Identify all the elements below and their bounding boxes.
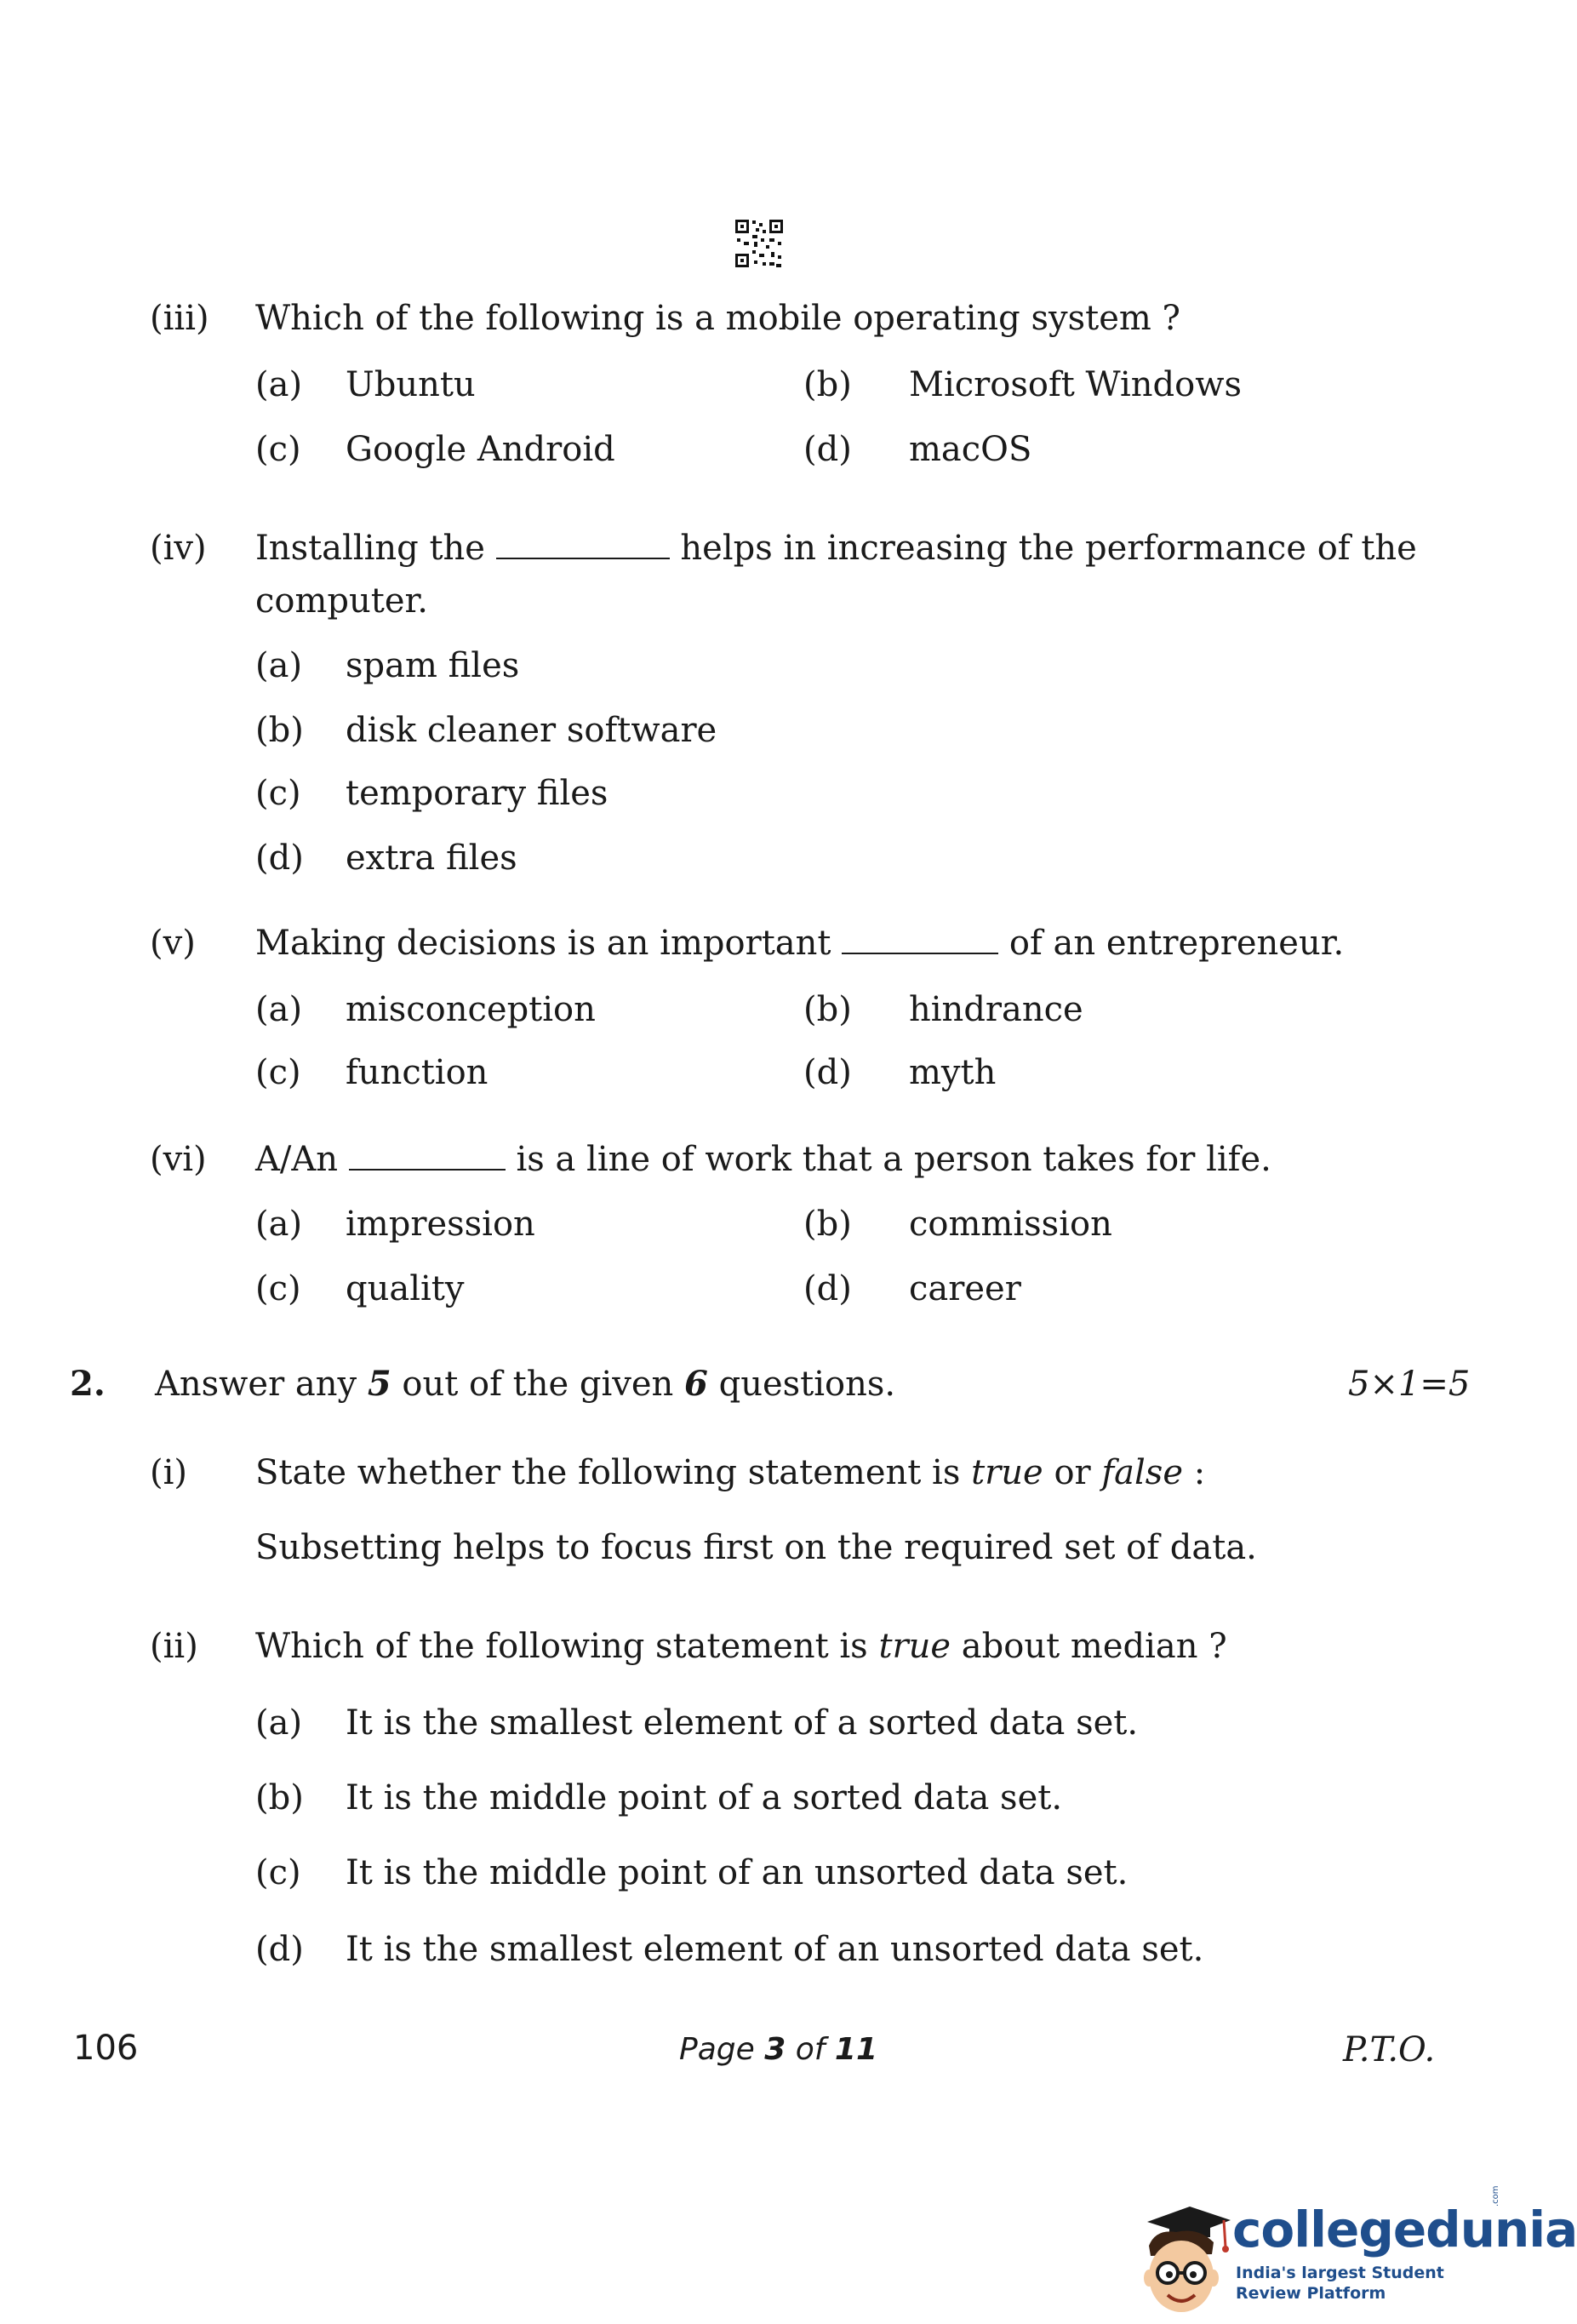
option-text: It is the middle point of an unsorted data set. bbox=[346, 1853, 1128, 1892]
emphasis-word: true bbox=[878, 1627, 951, 1666]
option-label: (c) bbox=[255, 774, 301, 813]
option-text: commission bbox=[909, 1205, 1112, 1244]
option-label: (b) bbox=[803, 1205, 852, 1244]
emphasis-word: false bbox=[1101, 1453, 1184, 1492]
question-text bbox=[255, 923, 1344, 964]
option-text: It is the middle point of a sorted data set. bbox=[346, 1778, 1063, 1817]
statement-text: Subsetting helps to focus first on the required set of data. bbox=[255, 1528, 1257, 1567]
option-text: Google Android bbox=[346, 430, 615, 469]
fill-in-blank bbox=[349, 1142, 506, 1171]
question-text-part: State whether the following statement is bbox=[255, 1453, 961, 1492]
option-label: (c) bbox=[255, 1853, 301, 1892]
option-label: (b) bbox=[803, 990, 852, 1029]
pto-label: P.T.O. bbox=[1343, 2030, 1436, 2069]
option-text: myth bbox=[909, 1053, 997, 1092]
question-number: (vi) bbox=[150, 1140, 207, 1179]
question-number: (iv) bbox=[150, 529, 207, 568]
option-label: (d) bbox=[803, 430, 852, 469]
option-text: spam files bbox=[346, 646, 520, 685]
option-label: (c) bbox=[255, 430, 301, 469]
instruction-count: 6 bbox=[684, 1364, 708, 1404]
option-label: (a) bbox=[255, 990, 303, 1029]
option-text: function bbox=[346, 1053, 489, 1092]
question-text-part: of an entrepreneur. bbox=[1008, 924, 1345, 963]
option-text: Microsoft Windows bbox=[909, 365, 1242, 404]
question-text-part: A/An bbox=[255, 1140, 339, 1179]
option-text: disk cleaner software bbox=[346, 711, 717, 750]
question-number: (i) bbox=[150, 1453, 188, 1492]
question-text: Which of the following is a mobile operating system ? bbox=[255, 299, 1180, 338]
logo-wordmark: collegedunia bbox=[1232, 2201, 1577, 2258]
question-text bbox=[255, 528, 1417, 569]
option-label: (d) bbox=[803, 1053, 852, 1092]
option-label: (d) bbox=[803, 1269, 852, 1308]
option-label: (a) bbox=[255, 646, 303, 685]
option-text: extra files bbox=[346, 839, 517, 878]
question-text-line2: computer. bbox=[255, 581, 428, 621]
question-number: (iii) bbox=[150, 299, 209, 338]
instruction-part: questions. bbox=[718, 1365, 896, 1404]
question-number: (v) bbox=[150, 924, 196, 963]
question-number: (ii) bbox=[150, 1627, 198, 1666]
option-text: hindrance bbox=[909, 990, 1083, 1029]
logo-tagline: India's largest Student Review Platform bbox=[1236, 2264, 1444, 2303]
instruction-part: out of the given bbox=[402, 1365, 674, 1404]
question-text-part: Which of the following statement is bbox=[255, 1627, 868, 1666]
option-label: (a) bbox=[255, 1205, 303, 1244]
option-text: macOS bbox=[909, 430, 1032, 469]
question-text bbox=[255, 1626, 1227, 1667]
option-text: temporary files bbox=[346, 774, 609, 813]
emphasis-word: true bbox=[971, 1453, 1043, 1492]
page-current: 3 bbox=[764, 2032, 786, 2067]
marks-allocation: 5×1=5 bbox=[1348, 1365, 1471, 1404]
question-text-part: Installing the bbox=[255, 529, 485, 568]
page-total: 11 bbox=[834, 2032, 878, 2067]
question-text-part: or bbox=[1054, 1453, 1091, 1492]
fill-in-blank bbox=[842, 925, 998, 954]
option-label: (c) bbox=[255, 1269, 301, 1308]
option-text: career bbox=[909, 1269, 1021, 1308]
option-text: It is the smallest element of an unsorted data set. bbox=[346, 1930, 1204, 1969]
option-label: (b) bbox=[255, 1778, 304, 1817]
page-of: of bbox=[795, 2032, 826, 2067]
option-text: Ubuntu bbox=[346, 365, 476, 404]
question-text-part: Making decisions is an important bbox=[255, 924, 831, 963]
mascot-icon bbox=[1130, 2195, 1232, 2321]
question-text-part: : bbox=[1193, 1453, 1206, 1492]
question-text bbox=[255, 1139, 1271, 1180]
option-label: (d) bbox=[255, 839, 304, 878]
option-label: (c) bbox=[255, 1053, 301, 1092]
logo-suffix: .com bbox=[1491, 2185, 1500, 2207]
page-indicator bbox=[679, 2029, 877, 2070]
collegedunia-logo bbox=[1130, 2185, 1577, 2321]
option-label: (b) bbox=[803, 365, 852, 404]
paper-code: 106 bbox=[73, 2029, 139, 2068]
instruction-part: Answer any bbox=[155, 1365, 357, 1404]
option-text: impression bbox=[346, 1205, 535, 1244]
question-text-part: is a line of work that a person takes for life. bbox=[516, 1140, 1271, 1179]
option-label: (b) bbox=[255, 711, 304, 750]
question-text-part: about median ? bbox=[961, 1627, 1227, 1666]
section-number: 2. bbox=[70, 1364, 106, 1404]
instruction-count: 5 bbox=[367, 1364, 391, 1404]
qr-code bbox=[734, 218, 785, 269]
question-text bbox=[255, 1452, 1205, 1493]
option-label: (a) bbox=[255, 365, 303, 404]
option-label: (d) bbox=[255, 1930, 304, 1969]
fill-in-blank bbox=[496, 530, 670, 559]
page-prefix: Page bbox=[679, 2032, 755, 2067]
option-label: (a) bbox=[255, 1703, 303, 1743]
option-text: It is the smallest element of a sorted data set. bbox=[346, 1703, 1139, 1743]
section-instruction bbox=[155, 1364, 895, 1405]
option-text: quality bbox=[346, 1269, 465, 1308]
option-text: misconception bbox=[346, 990, 596, 1029]
question-text-part: helps in increasing the performance of the bbox=[680, 529, 1417, 568]
